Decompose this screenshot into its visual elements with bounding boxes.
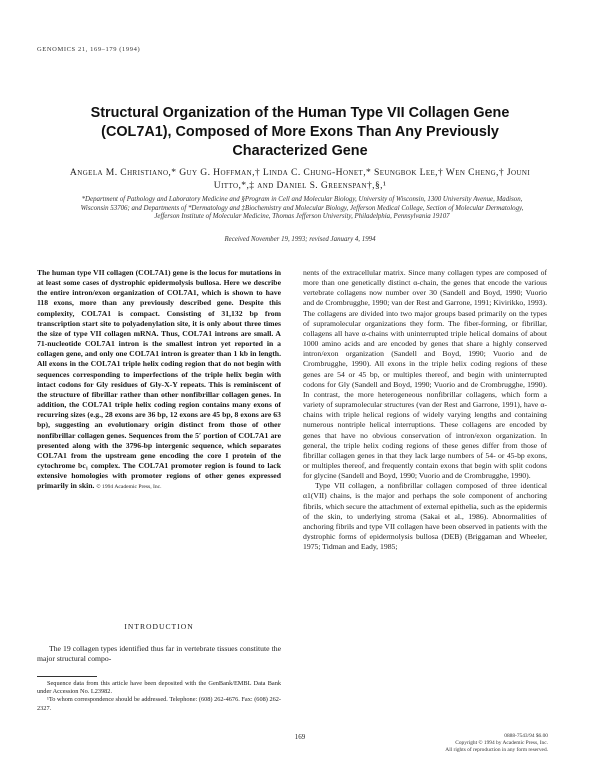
publisher-copyright [386,733,548,754]
page-number: 169 [294,733,306,741]
right-paragraph: Type VII collagen, a nonfibrillar collagen composed of three identical α1(VII) chains, is the major and perhaps the sole component of anchoring fibrils, which secure the attachment of external epithelia, such as the epidermis of the skin, to underlying stroma (Sakai et al., 1986). Abnormalities of anchoring fibrils and type VII collagen have been observed in patients with the dystrophic forms of epidermolysis bullosa (DEB) (Briggaman and Wheeler, 1975; Tidman and Eady, 1985; [303,481,547,552]
article-title: Structural Organization of the Human Type VII Collagen Gene (COL7A1), Composed of More Exons Than Any Previously Characterized Gene [90,105,510,159]
abstract [37,268,281,492]
journal-citation: GENOMICS 21, 169–179 (1994) [37,46,141,53]
footnote-divider [37,676,97,677]
introduction-heading: INTRODUCTION [124,622,194,631]
right-column [303,268,547,552]
footnote-correspondence: ¹To whom correspondence should be addressed. Telephone: (608) 262-4676. Fax: (608) 262-2327. [37,696,281,712]
introduction-text: The 19 collagen types identified thus far in vertebrate tissues constitute the major structural compo- [37,644,281,664]
copyright-line: Copyright © 1994 by Academic Press, Inc. [455,740,548,746]
abstract-text: The human type VII collagen (COL7A1) gene is the locus for mutations in at least some cases of dystrophic epidermolysis bullosa. Here we describe the entire intron/exon organization of COL7A1, which is shown to have 118 exons, more than any previously described gene. Despite this complexity, COL7A1 is compact. Consisting of 31,132 bp from transcription start site to polyadenylation site, it is only about three times the size of type VII collagen mRNA. Thus, COL7A1 introns are small. A 71-nucleotide COL7A1 intron is the smallest intron yet reported in a collagen gene, and only one COL7A1 intron is greater than 1 kb in length. All exons in the COL7A1 triple helix coding region that do not begin with sequences corresponding to imperfections of the triple helix begin with intact codons for Gly residues of Gly-X-Y repeats. This is reminiscent of the structure of fibrillar rather than other nonfibrillar collagen genes. In addition, the COL7A1 triple helix coding region contains many exons of recurring sizes (e.g., 28 exons are 36 bp, 12 exons are 45 bp, 8 exons are 63 bp), suggesting an evolutionary origin distinct from those of other nonfibrillar collagen genes. Sequences from the 5′ portion of COL7A1 are presented along with the 3796-bp intergenic sequence, which separates COL7A1 from the upstream gene encoding the core I protein of the cytochrome bc₁ complex. The COL7A1 promoter region is found to lack extensive homologies with promoter regions of other genes expressed primarily in skin. [37,268,281,491]
issn-price: 0888-7543/94 $6.00 [504,733,548,739]
received-dates: Received November 19, 1993; revised January 4, 1994 [224,236,376,243]
rights-line: All rights of reproduction in any form reserved. [445,747,548,753]
author-list: Angela M. Christiano,* Guy G. Hoffman,† Linda C. Chung-Honet,* Seungbok Lee,† Wen Cheng,† Jouni Uitto,*,‡ and Daniel S. Greenspan†,§,¹ [69,167,531,191]
author-affiliations: *Department of Pathology and Laboratory Medicine and §Program in Cell and Molecular Biology, University of Wisconsin, 1300 University Avenue, Madison, Wisconsin 53706; and Departments of *Dermatology and ‡Biochemistry and Molecular Biology, Jefferson Medical College, Section of Molecular Dermatology, Jefferson Institute of Molecular Medicine, Thomas Jefferson University, Philadelphia, Pennsylvania 19107 [80,196,524,221]
footnote-genbank: Sequence data from this article have been deposited with the GenBank/EMBL Data Bank under Accession No. L23982. [37,680,281,696]
footnotes [37,680,281,713]
abstract-copyright: © 1994 Academic Press, Inc. [96,484,162,491]
right-paragraph: nents of the extracellular matrix. Since many collagen types are composed of more than one genetically distinct α-chain, the genes that encode the various vertebrate collagens now number over 30 (Sandell and Boyd, 1990; Vuorio and de Crombrugghe, 1990; van der Rest and Garrone, 1991; Kivirikko, 1993). The collagens are divided into two major groups based primarily on the types of supramolecular organizations they form. The fiber-forming, or fibrillar, collagens all have α-chains with uninterrupted triple helical domains of about 1000 amino acids and are encoded by genes that share a highly conserved intron/exon organization (Sandell and Boyd, 1990; Vuorio and de Crombrugghe, 1990). All exons in the triple helix coding regions of these genes are 54 or 45 bp, or multiples thereof, and begin with uninterrupted codons for Gly (Sandell and Boyd, 1990; Vuorio and de Crombrugghe, 1990). In contrast, the more heterogeneous nonfibrillar collagens, which form a variety of supramolecular structures (van der Rest and Garrone, 1991), have α-chains with triple helical regions of widely varying lengths and containing numerous nontriple helical interruptions. These collagens are encoded by genes that have no obvious conservation of intron/exon organization. In general, the triple helix coding regions of these genes differ from those of fibrillar collagen genes in that they lack large numbers of 54- or 45-bp exons, or multiples thereof, and frequently contain exons that begin with split codons for glycine (Sandell and Boyd, 1990; Vuorio and de Crombrugghe, 1990). [303,268,547,481]
